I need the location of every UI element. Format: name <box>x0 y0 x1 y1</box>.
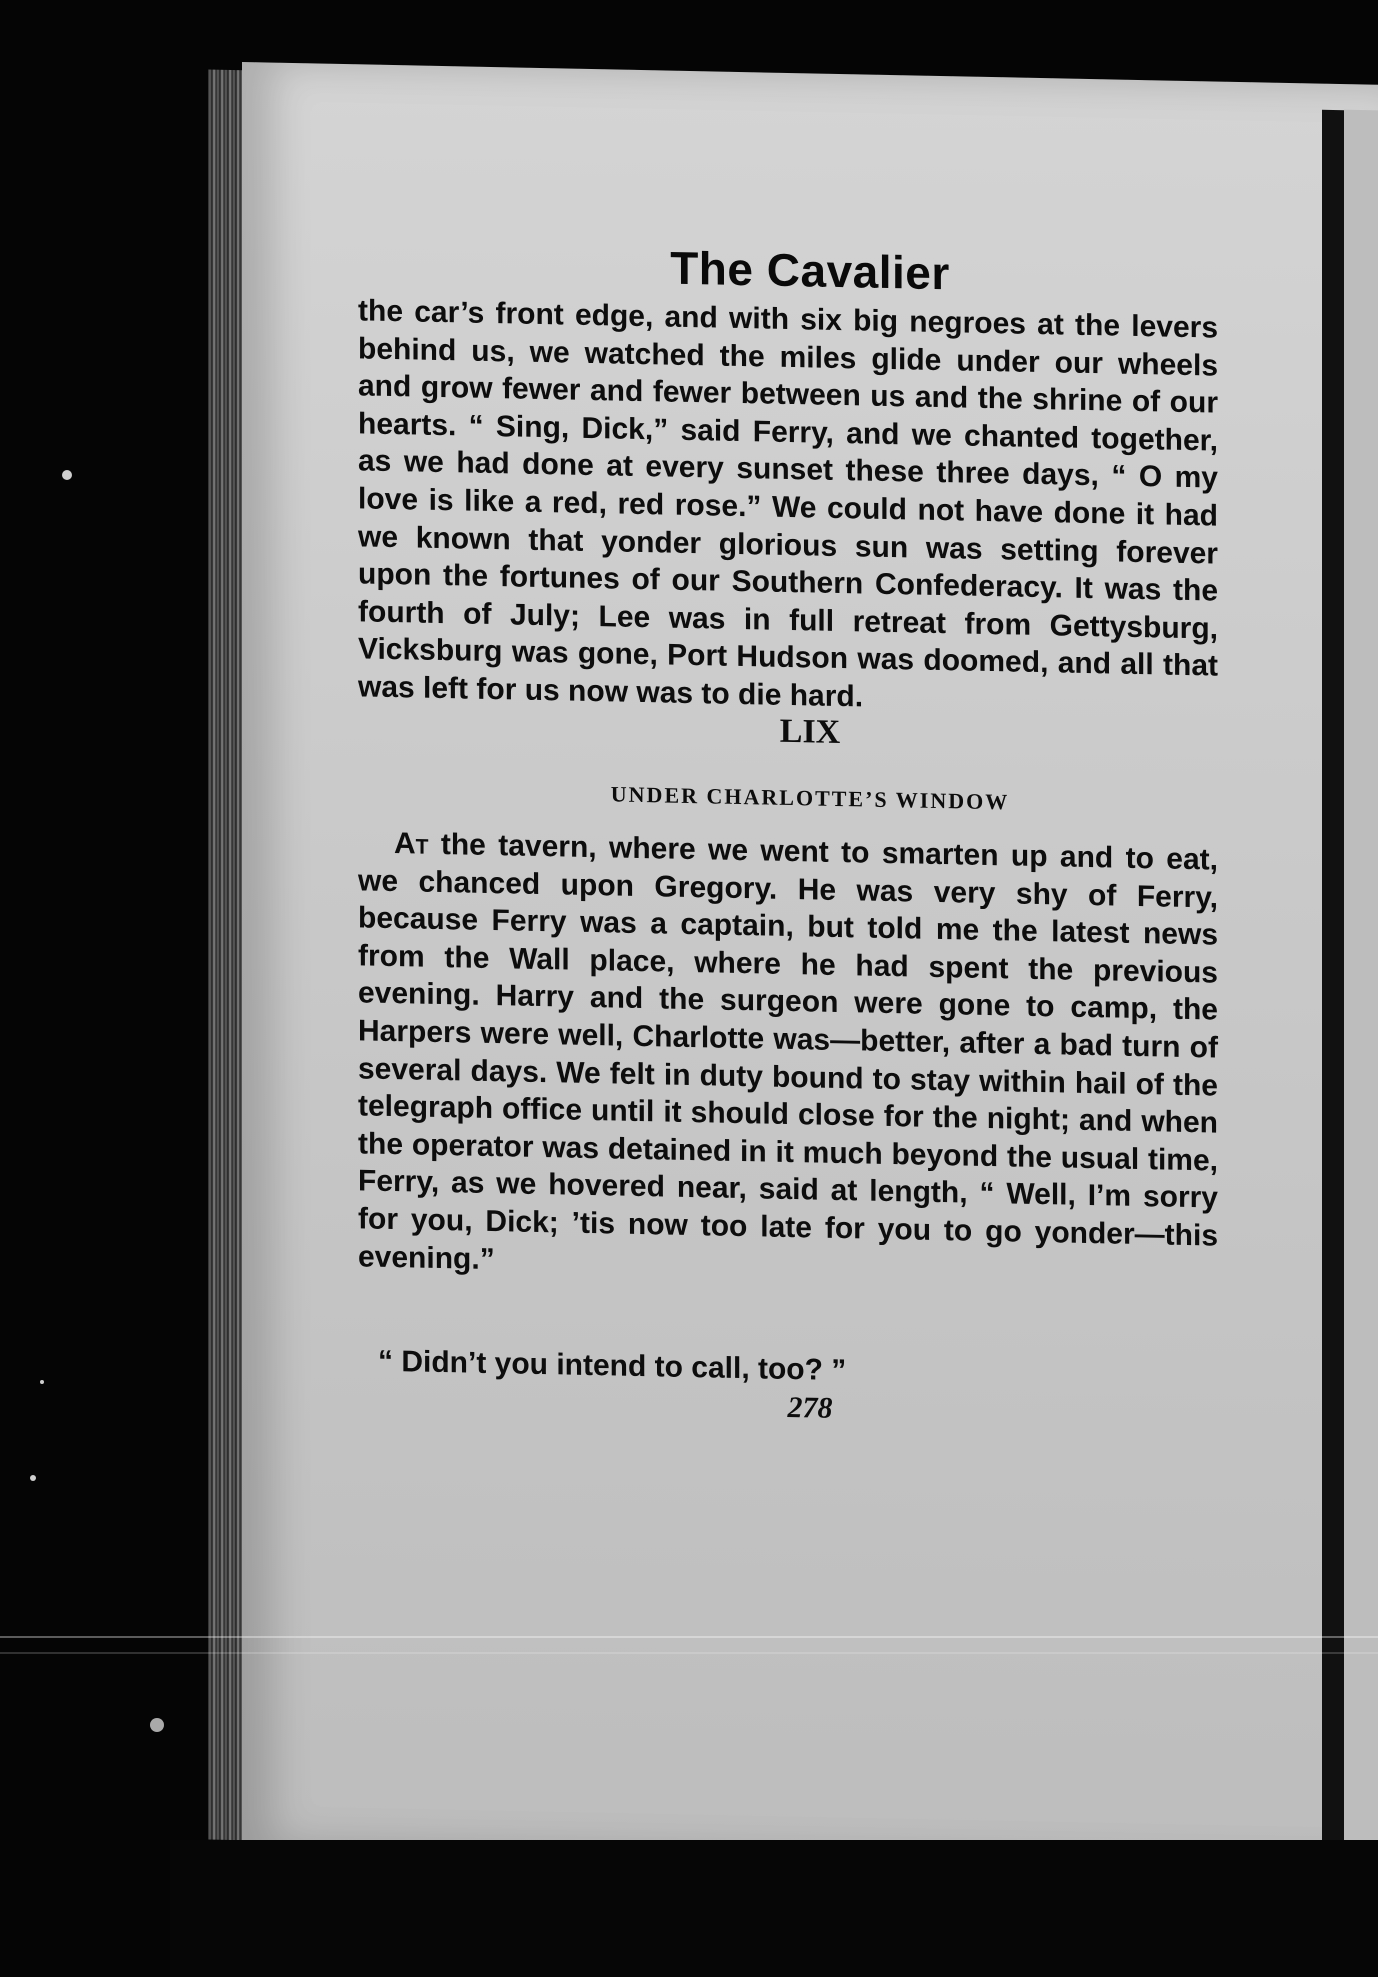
continued-paragraph: the car’s front edge, and with six big negroes at the levers behind us, we watched the miles glide under our wheels and grow fewer and fewer between us and the shrine of our hearts. “ Sing, Dick,” said Ferry, and we chanted together, as we had done at every sunset these three days, “ O my love is like a red, red rose.” We could not have done it had we known that yonder glorious sun was setting forever upon the fortunes of our Southern Confederacy. It was the fourth of July; Lee was in full retreat from Gettysburg, Vicksburg was gone, Port Hudson was doomed, and all that was left for us now was to die hard. <box>358 294 1218 714</box>
dust-speck <box>62 470 72 480</box>
opening-word: At <box>394 827 429 861</box>
chapter-title: UNDER CHARLOTTE’S WINDOW <box>610 781 1010 815</box>
bottom-background <box>170 1840 1378 1977</box>
chapter-number: LIX <box>779 712 841 752</box>
dust-speck <box>40 1380 44 1384</box>
book-page <box>242 62 1378 1867</box>
binding-gutter <box>1322 110 1344 1880</box>
dialogue-line: “ Didn’t you intend to call, too? ” <box>378 1344 847 1388</box>
facing-page-edge <box>1344 110 1378 1881</box>
opening-paragraph-body: the tavern, where we went to smarten up and to eat, we chanced upon Gregory. He was very shy of Ferry, because Ferry was a captain, but told me the latest news from the Wall place, where he had spent the previous evening. Harry and the surgeon were gone to camp, the Harpers were well, Charlotte was—better, after a bad turn of several days. We felt in duty bound to stay within hail of the telegraph office until it should close for the night; and when the operator was detained in it much beyond the usual time, Ferry, as we hovered near, said at length, “ Well, I’m sorry for you, Dick; ’tis now too late for you to go yonder—this evening.” <box>358 827 1218 1276</box>
dust-speck <box>150 1718 164 1732</box>
scan-artifact-line <box>0 1652 1378 1654</box>
running-head: The Cavalier <box>670 241 950 300</box>
scan-artifact-line <box>0 1636 1378 1638</box>
dust-speck <box>30 1475 36 1481</box>
chapter-opening-paragraph <box>358 824 1218 1292</box>
page-number: 278 <box>787 1390 833 1425</box>
